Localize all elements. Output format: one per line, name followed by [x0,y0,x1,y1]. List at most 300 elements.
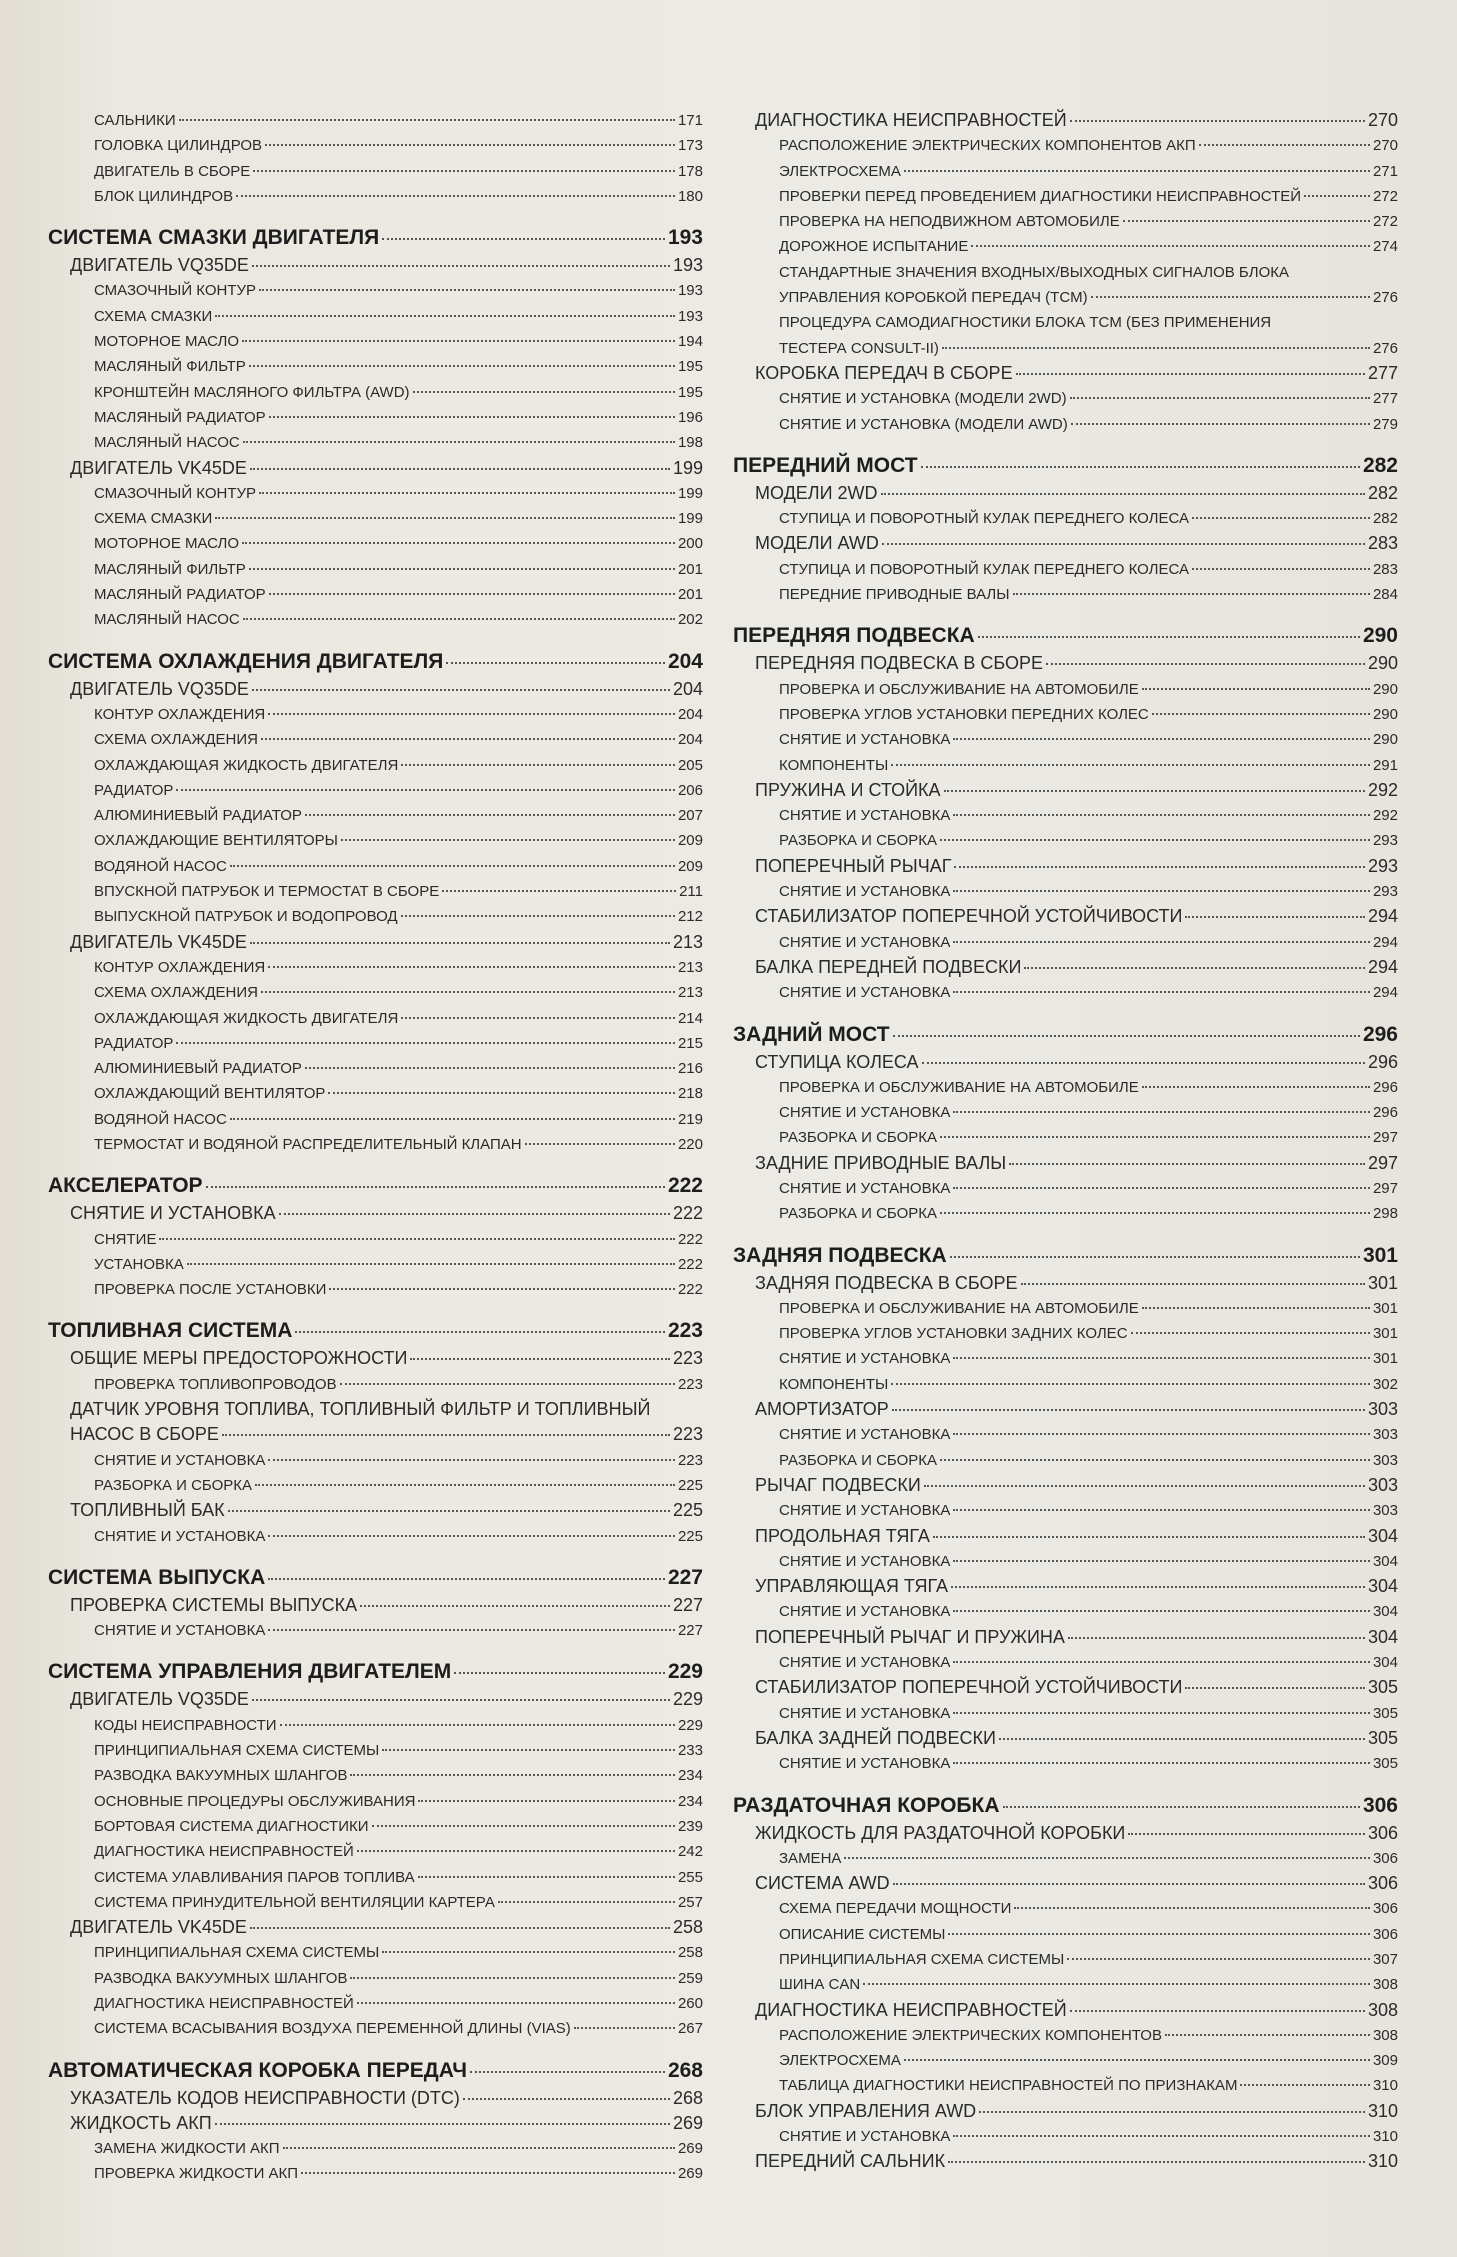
toc-page-number: 193 [672,255,703,276]
toc-entry-title: КОМПОНЕНТЫ [779,1375,889,1393]
toc-item-entry [733,1176,1398,1201]
toc-page-number: 199 [677,510,703,528]
toc-entry-title: ПРОВЕРКА ЖИДКОСТИ АКП [94,2165,299,2183]
dot-leader [261,738,675,740]
toc-entry-title: ШИНА CAN [779,1976,861,1994]
dot-leader [948,1933,1370,1935]
toc-page-number: 296 [1367,1051,1398,1072]
toc-page-number: 306 [1367,1822,1398,1843]
dot-leader [187,1263,675,1265]
dot-leader [341,839,675,841]
dot-leader [463,2098,670,2100]
dot-leader [978,636,1360,638]
toc-item-entry [48,1227,703,1252]
toc-page-number: 223 [677,1375,703,1393]
toc-subsection-entry [48,1422,703,1447]
toc-page-number: 301 [1362,1243,1398,1267]
toc-page-number: 307 [1372,1951,1398,1968]
toc-subsection-entry [733,955,1398,980]
dot-leader [1128,1833,1365,1835]
dot-leader [418,1800,675,1802]
dot-leader [940,1136,1370,1138]
dot-leader [1068,1637,1365,1639]
toc-item-entry [733,1296,1398,1321]
toc-section-heading [48,647,703,677]
toc-item-entry [733,234,1398,259]
toc-item-entry [48,1940,703,1965]
toc-entry-title: СНЯТИЕ И УСТАНОВКА [779,933,951,951]
toc-entry-title: ПРОВЕРКА НА НЕПОДВИЖНОМ АВТОМОБИЛЕ [779,213,1120,231]
dot-leader [953,1187,1370,1189]
toc-item-entry [48,506,703,531]
toc-item-entry [733,1498,1398,1523]
toc-item-entry [733,1125,1398,1150]
toc-page-number: 290 [1367,653,1398,674]
dot-leader [951,1586,1365,1588]
toc-entry-title: ПЕРЕДНИЕ ПРИВОДНЫЕ ВАЛЫ [779,586,1010,604]
toc-item-entry [48,1252,703,1277]
toc-entry-title: ДИАГНОСТИКА НЕИСПРАВНОСТЕЙ [94,1843,354,1861]
toc-page-number: 229 [677,1716,703,1734]
toc-item-entry [733,506,1398,531]
toc-item-entry [733,1321,1398,1346]
toc-entry-title: СНЯТИЕ И УСТАНОВКА (МОДЕЛИ AWD) [779,415,1068,433]
toc-item-entry [48,727,703,752]
dot-leader [953,941,1370,943]
toc-item-entry [733,1372,1398,1397]
dot-leader [904,2059,1370,2061]
toc-item-entry [733,2124,1398,2149]
toc-page-number: 260 [677,1995,703,2012]
toc-entry-title: РАЗБОРКА И СБОРКА [779,1129,938,1147]
toc-entry-title: РАДИАТОР [94,1034,174,1052]
toc-page-number: 223 [672,1424,703,1445]
toc-page-number: 195 [677,383,703,401]
toc-entry-title: КОДЫ НЕИСПРАВНОСТИ [94,1716,277,1734]
dot-leader [882,543,1365,545]
toc-entry-title: ДВИГАТЕЛЬ VK45DE [70,457,247,478]
dot-leader [242,340,675,342]
toc-item-entry [48,557,703,582]
dot-leader [904,170,1370,172]
toc-entry-title: СНЯТИЕ И УСТАНОВКА [94,1451,266,1469]
toc-page-number: 310 [1372,2128,1398,2146]
dot-leader [950,1256,1360,1258]
dot-leader [242,542,675,544]
toc-entry-title: ЖИДКОСТЬ ДЛЯ РАЗДАТОЧНОЙ КОРОБКИ [755,1822,1126,1843]
toc-page-number: 274 [1372,238,1398,256]
toc-page-number: 306 [1372,1849,1398,1867]
toc-entry-title: БАЛКА ЗАДНЕЙ ПОДВЕСКИ [755,1727,996,1748]
toc-subsection-entry [733,778,1398,803]
dot-leader [1192,568,1370,570]
toc-entry-title: МОДЕЛИ AWD [755,533,879,554]
toc-page-number: 306 [1367,1873,1398,1894]
toc-item-entry [733,1922,1398,1947]
toc-page-number: 234 [677,1767,703,1785]
dot-leader [574,2027,675,2029]
toc-entry-title: МАСЛЯНЫЙ РАДИАТОР [94,408,266,426]
toc-page-number: 269 [677,2165,703,2183]
dot-leader [953,1560,1370,1562]
toc-page-number: 296 [1372,1078,1398,1096]
dot-leader [891,1383,1370,1385]
dot-leader [279,1213,670,1215]
toc-page-number: 272 [1372,187,1398,205]
dot-leader [372,1825,675,1827]
dot-leader [179,119,675,121]
dot-leader [230,1118,675,1120]
toc-item-entry [48,1966,703,1991]
toc-subsection-entry [733,2099,1398,2124]
toc-entry-title: ДИАГНОСТИКА НЕИСПРАВНОСТЕЙ [755,110,1067,130]
dot-leader [1070,2010,1365,2012]
toc-page-number: 212 [677,908,703,926]
toc-page-number: 204 [677,731,703,749]
dot-leader [1016,373,1365,375]
toc-item-entry [733,1201,1398,1226]
toc-entry-title: МОТОРНОЕ МАСЛО [94,535,240,553]
toc-entry-title: БЛОК УПРАВЛЕНИЯ AWD [755,2100,977,2121]
toc-page-number: 223 [677,1451,703,1469]
toc-item-entry [48,854,703,879]
dot-leader [446,662,665,664]
toc-entry-title: УКАЗАТЕЛЬ КОДОВ НЕИСПРАВНОСТИ (DTC) [70,2087,460,2108]
dot-leader [268,1578,665,1580]
toc-entry-title: ЗАМЕНА [779,1849,842,1867]
toc-item-entry [733,336,1398,361]
toc-entry-title: СИСТЕМА ВЫПУСКА [48,1565,266,1589]
toc-item-entry [733,1346,1398,1371]
toc-entry-title: НАСОС В СБОРЕ [70,1424,219,1445]
toc-entry-title: СХЕМА ОХЛАЖДЕНИЯ [94,731,258,749]
dot-leader [1003,1806,1360,1808]
toc-entry-title: СНЯТИЕ И УСТАНОВКА [779,1502,951,1520]
dot-leader [1014,1907,1370,1909]
toc-page-number: 214 [677,1009,703,1027]
toc-entry-title: АМОРТИЗАТОР [755,1399,889,1420]
toc-subsection-entry [733,1871,1398,1896]
dot-leader [255,1484,675,1486]
toc-item-entry [733,209,1398,234]
toc-entry-title: РАДИАТОР [94,781,174,799]
dot-leader [892,1409,1365,1411]
toc-subsection-entry [733,108,1398,133]
toc-entry-title: СИСТЕМА УЛАВЛИВАНИЯ ПАРОВ ТОПЛИВА [94,1868,415,1886]
dot-leader [265,144,675,146]
toc-page-number: 222 [677,1281,703,1299]
toc-subsection-entry [733,904,1398,929]
dot-leader [1131,1332,1370,1334]
toc-entry-title: ПРОВЕРКА И ОБСЛУЖИВАНИЕ НА АВТОМОБИЛЕ [779,1299,1139,1317]
toc-entry-title: СНЯТИЕ И УСТАНОВКА [779,1755,951,1773]
toc-page-number: 255 [677,1868,703,1886]
dot-leader [418,1876,675,1878]
toc-item-entry [48,1006,703,1031]
dot-leader [442,890,676,892]
toc-entry-title: СНЯТИЕ И УСТАНОВКА (МОДЕЛИ 2WD) [779,390,1067,408]
toc-page-number: 292 [1372,807,1398,825]
toc-entry-title: ГОЛОВКА ЦИЛИНДРОВ [94,137,263,155]
toc-page-number: 223 [672,1348,703,1369]
toc-subsection-entry [733,1574,1398,1599]
toc-item-entry [48,2016,703,2041]
toc-item-entry [733,1448,1398,1473]
dot-leader [410,1358,669,1360]
dot-leader [1070,120,1365,122]
toc-page-number: 277 [1367,362,1398,383]
toc-entry-title: АЛЮМИНИЕВЫЙ РАДИАТОР [94,807,302,825]
toc-page-number: 305 [1372,1755,1398,1773]
dot-leader [942,347,1370,349]
toc-item-entry [48,879,703,904]
toc-section-heading [48,1316,703,1346]
toc-subsection-entry [733,1473,1398,1498]
toc-page-number: 282 [1362,453,1398,477]
toc-item-entry [733,879,1398,904]
dot-leader [259,289,675,291]
dot-leader [401,915,675,917]
toc-page-number: 193 [667,226,703,250]
dot-leader [228,1510,670,1512]
dot-leader [269,416,675,418]
toc-entry-title: ЖИДКОСТЬ АКП [70,2112,212,2133]
toc-page-number: 290 [1372,680,1398,698]
dot-leader [249,568,675,570]
toc-page-number: 207 [677,807,703,825]
toc-entry-title: УПРАВЛЯЮЩАЯ ТЯГА [755,1576,949,1597]
dot-leader [881,493,1365,495]
toc-page-number: 196 [677,408,703,426]
toc-entry-title: ПРОВЕРКА СИСТЕМЫ ВЫПУСКА [70,1594,358,1615]
toc-entry-title: ДВИГАТЕЛЬ В СБОРЕ [94,162,251,180]
toc-page-number: 222 [677,1230,703,1248]
toc-page-number: 242 [677,1843,703,1861]
toc-entry-title: ТОПЛИВНАЯ СИСТЕМА [48,1319,293,1343]
toc-page-number: 202 [677,611,703,629]
toc-section-heading [48,1563,703,1593]
toc-item-entry [48,1865,703,1890]
toc-entry-title: ПРИНЦИПИАЛЬНАЯ СХЕМА СИСТЕМЫ [779,1951,1065,1968]
toc-page-number: 222 [672,1203,703,1224]
dot-leader [215,315,675,317]
dot-leader [401,1017,675,1019]
toc-item-entry [48,955,703,980]
toc-entry-title: СИСТЕМА AWD [755,1873,890,1894]
toc-item-entry [733,1896,1398,1921]
toc-page-number: 310 [1367,2151,1398,2172]
dot-leader [305,1067,675,1069]
toc-entry-title: МАСЛЯНЫЙ РАДИАТОР [94,586,266,604]
dot-leader [215,517,675,519]
dot-leader [893,1035,1360,1037]
toc-item-entry [48,405,703,430]
dot-leader [1024,967,1365,969]
toc-entry-title: РАЗВОДКА ВАКУУМНЫХ ШЛАНГОВ [94,1969,348,1987]
toc-entry-title: ПРОДОЛЬНАЯ ТЯГА [755,1525,930,1546]
toc-entry-title: СНЯТИЕ И УСТАНОВКА [779,731,951,749]
toc-entry-title: ПРОВЕРКА УГЛОВ УСТАНОВКИ ЗАДНИХ КОЛЕС [779,1325,1128,1343]
dot-leader [498,1901,675,1903]
toc-entry-title: БАЛКА ПЕРЕДНЕЙ ПОДВЕСКИ [755,956,1022,977]
toc-page-number: 194 [677,333,703,351]
toc-subsection-entry [48,1593,703,1618]
toc-entry-title: ВЫПУСКНОЙ ПАТРУБОК И ВОДОПРОВОД [94,908,398,926]
toc-item-entry [48,1372,703,1397]
toc-subsection-entry [48,1687,703,1712]
dot-leader [328,1092,675,1094]
toc-item-entry [733,1075,1398,1100]
toc-entry-title: МАСЛЯНЫЙ ФИЛЬТР [94,560,246,578]
toc-page-number: 279 [1372,415,1398,433]
toc-item-entry [48,278,703,303]
dot-leader [953,1661,1370,1663]
dot-leader [922,1062,1365,1064]
toc-page-number: 294 [1372,984,1398,1002]
toc-page-number: 193 [677,282,703,300]
dot-leader [953,814,1370,816]
toc-item-entry [48,1618,703,1643]
toc-page-number: 277 [1372,390,1398,408]
dot-leader [1071,423,1370,425]
toc-page-number: 227 [677,1622,703,1640]
toc-item-entry [733,133,1398,158]
toc-page-number: 215 [677,1034,703,1052]
toc-item-entry [48,803,703,828]
toc-entry-title: ТЕРМОСТАТ И ВОДЯНОЙ РАСПРЕДЕЛИТЕЛЬНЫЙ КЛАПАН [94,1135,522,1153]
toc-item-entry [48,1031,703,1056]
toc-page-number: 303 [1372,1426,1398,1444]
toc-subsection-entry [733,651,1398,676]
toc-item-entry [48,1473,703,1498]
toc-page-number: 293 [1372,832,1398,850]
toc-page-number: 218 [677,1085,703,1103]
dot-leader [176,1042,675,1044]
toc-entry-title: ПОПЕРЕЧНЫЙ РЫЧАГ [755,855,952,876]
dot-leader [953,1357,1370,1359]
dot-leader [944,790,1365,792]
toc-item-entry [48,184,703,209]
toc-page-number: 291 [1372,756,1398,774]
toc-entry-wrapped-line: СТАНДАРТНЫЕ ЗНАЧЕНИЯ ВХОДНЫХ/ВЫХОДНЫХ СИГНАЛОВ БЛОКА [779,263,1290,281]
toc-entry-title: ЗАДНЯЯ ПОДВЕСКА [733,1243,947,1267]
toc-entry-title: ПЕРЕДНИЙ МОСТ [733,453,918,477]
dot-leader [953,1433,1370,1435]
toc-page-number: 310 [1367,2100,1398,2121]
toc-entry-title: ДВИГАТЕЛЬ VQ35DE [70,255,249,276]
toc-entry-title: МАСЛЯНЫЙ НАСОС [94,611,240,629]
toc-page-number: 304 [1367,1626,1398,1647]
toc-entry-title: СТАБИЛИЗАТОР ПОПЕРЕЧНОЙ УСТОЙЧИВОСТИ [755,1677,1183,1698]
toc-page-number: 227 [667,1565,703,1589]
toc-entry-title: СХЕМА ПЕРЕДАЧИ МОЩНОСТИ [779,1900,1012,1918]
toc-entry-title: ТОПЛИВНЫЙ БАК [70,1500,225,1521]
toc-item-entry [733,159,1398,184]
toc-page-number: 301 [1372,1325,1398,1343]
toc-section-heading [48,223,703,253]
dot-leader [953,1762,1370,1764]
toc-page-number: 297 [1367,1152,1398,1173]
dot-leader [252,1699,670,1701]
toc-entry-title: МОТОРНОЕ МАСЛО [94,333,240,351]
toc-section-heading [733,1020,1398,1050]
toc-page-number: 310 [1372,2077,1398,2095]
toc-item-entry [733,1422,1398,1447]
toc-entry-title: ЭЛЕКТРОСХЕМА [779,162,901,180]
toc-item-entry [48,159,703,184]
toc-entry-title: СТУПИЦА КОЛЕСА [755,1051,919,1072]
toc-subsection-entry [733,1998,1398,2023]
toc-page-number: 308 [1372,1976,1398,1994]
toc-item-entry [733,1599,1398,1624]
toc-entry-title: СНЯТИЕ И УСТАНОВКА [779,1179,951,1197]
toc-entry-title: ДВИГАТЕЛЬ VK45DE [70,931,247,952]
toc-page-number: 303 [1372,1451,1398,1469]
toc-item-entry [733,930,1398,955]
toc-page-number: 271 [1372,162,1398,180]
toc-entry-title: СНЯТИЕ И УСТАНОВКА [779,883,951,901]
toc-item-entry [48,304,703,329]
toc-item-entry [48,380,703,405]
dot-leader [1192,517,1370,519]
dot-leader [295,1331,665,1333]
toc-entry-title: РАЗВОДКА ВАКУУМНЫХ ШЛАНГОВ [94,1767,348,1785]
toc-subsection-entry [733,1397,1398,1422]
toc-entry-title: СНЯТИЕ И УСТАНОВКА [779,1552,951,1570]
dot-leader [252,265,670,267]
toc-page-number: 204 [672,678,703,699]
toc-page-number: 211 [679,883,703,901]
toc-item-entry [48,980,703,1005]
toc-page-number: 302 [1372,1375,1398,1393]
toc-subsection-entry [48,1346,703,1371]
dot-leader [268,1629,675,1631]
toc-entry-title: РАЗБОРКА И СБОРКА [779,1205,938,1223]
toc-page-number: 301 [1372,1350,1398,1368]
toc-item-entry [733,980,1398,1005]
toc-item-entry [48,904,703,929]
toc-page-number: 293 [1367,855,1398,876]
toc-page-number: 209 [677,857,703,875]
dot-leader [159,1238,675,1240]
dot-leader [999,1738,1365,1740]
toc-subsection-entry [48,456,703,481]
toc-subsection-entry [733,2149,1398,2174]
toc-page-number: 213 [677,984,703,1002]
toc-entry-title: СХЕМА СМАЗКИ [94,307,213,325]
toc-entry-title: СНЯТИЕ И УСТАНОВКА [779,1104,951,1122]
toc-entry-title: ДОРОЖНОЕ ИСПЫТАНИЕ [779,238,969,256]
toc-page-number: 308 [1372,2026,1398,2044]
toc-page-number: 180 [677,187,703,205]
toc-page-number: 201 [677,560,703,578]
toc-page-number: 270 [1367,110,1398,130]
toc-item-entry [733,803,1398,828]
toc-entry-title: УСТАНОВКА [94,1255,184,1273]
toc-entry-title: СТАБИЛИЗАТОР ПОПЕРЕЧНОЙ УСТОЙЧИВОСТИ [755,906,1183,927]
toc-entry-title: ЭЛЕКТРОСХЕМА [779,2052,901,2070]
dot-leader [1009,1163,1365,1165]
toc-entry-wrapped-line: ПРОЦЕДУРА САМОДИАГНОСТИКИ БЛОКА TCM (БЕЗ ПРИМЕНЕНИЯ [779,314,1272,332]
toc-page-number: 220 [677,1135,703,1153]
toc-item-entry [48,1277,703,1302]
toc-entry-title: СИСТЕМА ОХЛАЖДЕНИЯ ДВИГАТЕЛЯ [48,649,444,673]
toc-entry-title: ОХЛАЖДАЮЩИЕ ВЕНТИЛЯТОРЫ [94,832,338,850]
toc-subsection-entry [48,930,703,955]
toc-item-entry [733,1972,1398,1997]
toc-page-number: 304 [1372,1654,1398,1672]
dot-leader [1067,1958,1370,1960]
